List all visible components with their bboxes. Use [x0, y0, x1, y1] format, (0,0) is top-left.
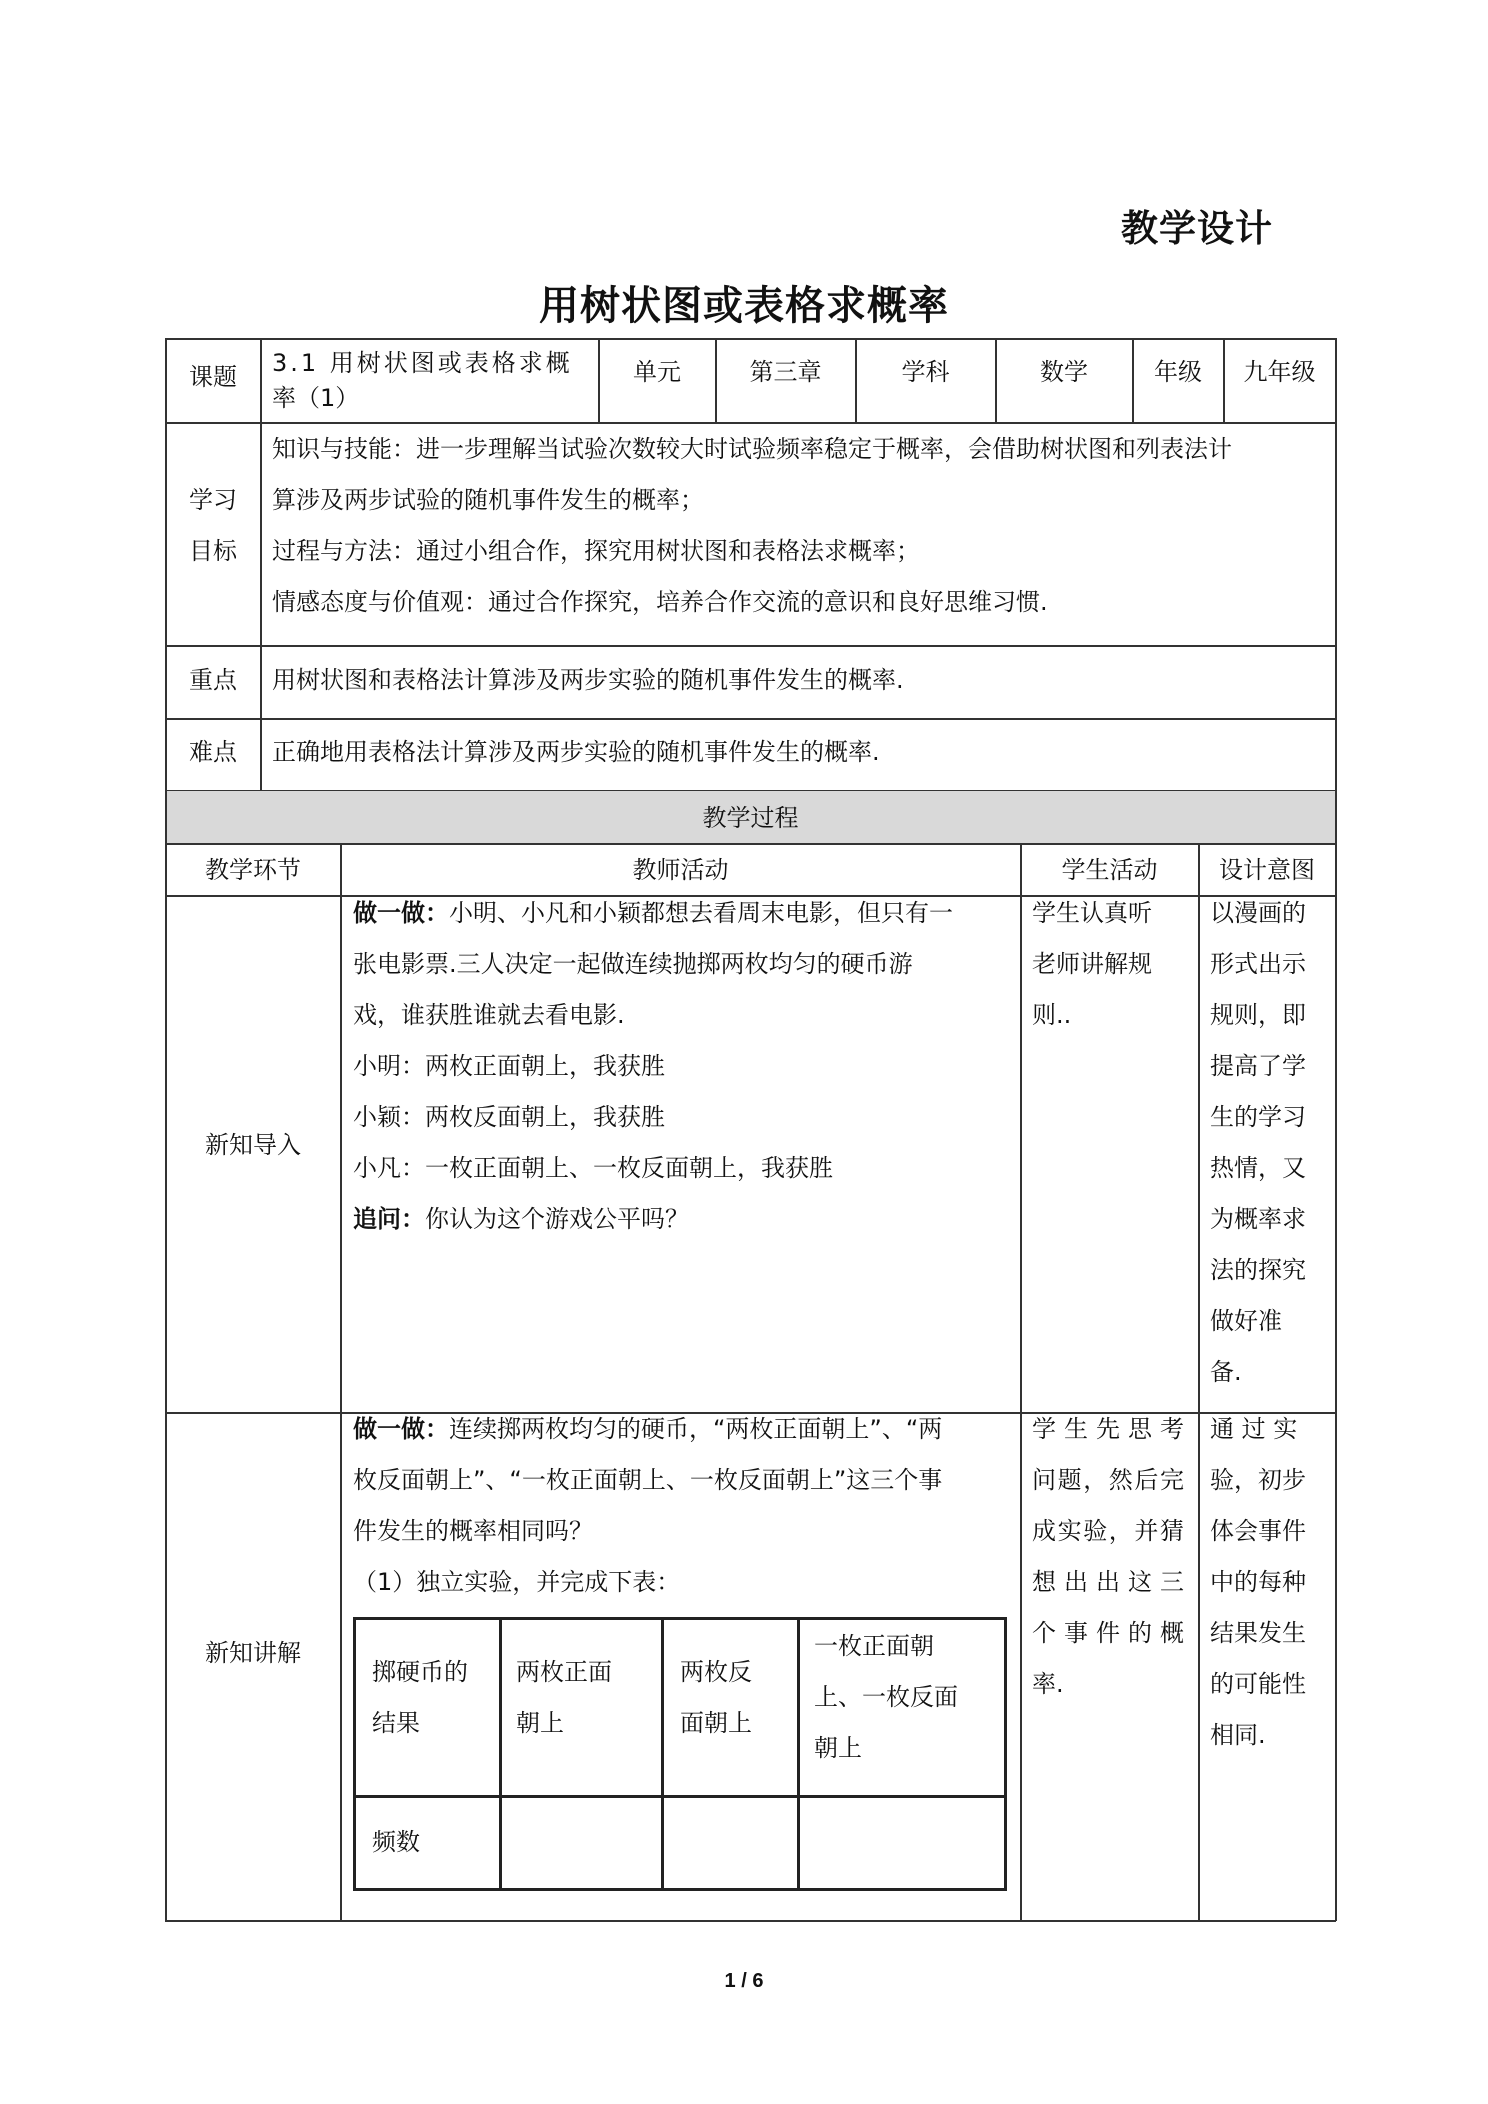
intent-line: 热情，又: [1210, 1154, 1306, 1182]
page-number: 1 / 6: [724, 1970, 764, 1992]
teacher-line: [353, 1194, 1013, 1245]
header-stage: 教学环节: [205, 856, 301, 884]
intent-line: 结果发生: [1210, 1619, 1306, 1647]
teacher-line: 戏，谁获胜谁就去看电影.: [353, 1001, 625, 1029]
table-border: [1020, 843, 1022, 1921]
header-label: 教学设计: [1121, 207, 1273, 250]
grade-value: 九年级: [1243, 358, 1316, 386]
student-line: 学生先思考: [1032, 1415, 1184, 1443]
teacher-line: 小凡：一枚正面朝上、一枚反面朝上，我获胜: [353, 1154, 833, 1182]
teacher-line: （1）独立实验，并完成下表：: [353, 1568, 681, 1596]
goals-label: [166, 475, 260, 577]
grade-label: 年级: [1154, 358, 1202, 386]
exp-header-line: 一枚正面朝: [814, 1632, 934, 1660]
student-line: 想出出这三: [1032, 1568, 1184, 1596]
topic-value: [272, 346, 592, 416]
process-title: 教学过程: [702, 804, 799, 832]
subject-value: 数学: [1040, 358, 1088, 386]
exp-header-two-heads: [516, 1647, 612, 1749]
inner-table-border: [1004, 1617, 1007, 1891]
section2-student: [1032, 1404, 1184, 1710]
topic-line: 3.1 用树状图或表格求概: [272, 349, 573, 377]
section1-stage: 新知导入: [205, 1131, 301, 1159]
teacher-line: [353, 888, 1013, 939]
section1-intent: [1210, 888, 1330, 1398]
table-border: [340, 843, 342, 1921]
student-line: 问题，然后完: [1032, 1466, 1184, 1494]
teacher-line-rest: 小明、小凡和小颖都想去看周末电影，但只有一: [449, 899, 953, 927]
inner-table-border: [353, 1617, 1007, 1620]
teacher-line: 枚反面朝上”、“一枚正面朝上、一枚反面朝上”这三个事: [353, 1466, 943, 1494]
topic-label: 课题: [189, 363, 237, 391]
section1-student: [1032, 888, 1192, 1041]
inner-table-border: [353, 1795, 1007, 1798]
teacher-line-rest: 连续掷两枚均匀的硬币，“两枚正面朝上”、“两: [449, 1415, 943, 1443]
exp-header-line: 两枚反: [680, 1658, 752, 1686]
intent-line: 的可能性: [1210, 1670, 1306, 1698]
exp-header-line: 上、一枚反面: [814, 1683, 958, 1711]
difficulty-label: 难点: [189, 738, 237, 766]
inner-table-border: [353, 1617, 356, 1891]
table-border: [260, 422, 262, 790]
exp-header-two-tails: [680, 1647, 752, 1749]
table-border: [260, 338, 262, 422]
intent-line: 提高了学: [1210, 1052, 1306, 1080]
section2-stage: 新知讲解: [205, 1639, 301, 1667]
student-line: 学生认真听: [1032, 899, 1152, 927]
intent-line: 中的每种: [1210, 1568, 1306, 1596]
student-line: 老师讲解规: [1032, 950, 1152, 978]
exp-row-frequency: 频数: [372, 1828, 420, 1856]
inner-table-border: [353, 1888, 1007, 1891]
header-teacher: 教师活动: [632, 856, 729, 884]
teacher-line: 小颖：两枚反面朝上，我获胜: [353, 1103, 665, 1131]
intent-line: 备.: [1210, 1358, 1242, 1386]
table-border: [165, 338, 1336, 340]
intent-line: 以漫画的: [1210, 899, 1306, 927]
table-border: [165, 645, 1336, 647]
table-border: [165, 718, 1336, 720]
intent-line: 相同.: [1210, 1721, 1266, 1749]
subject-label: 学科: [901, 358, 950, 386]
section2-teacher: [353, 1404, 1013, 1608]
student-line: 则..: [1032, 1001, 1072, 1029]
teacher-line: 件发生的概率相同吗？: [353, 1517, 593, 1545]
header-student: 学生活动: [1061, 856, 1158, 884]
exp-header-line: 朝上: [814, 1734, 862, 1762]
key-point-label: 重点: [189, 666, 237, 694]
goals-line: 过程与方法：通过小组合作，探究用树状图和表格法求概率；: [272, 537, 920, 565]
exp-header-line: 两枚正面: [516, 1658, 612, 1686]
unit-label: 单元: [633, 358, 681, 386]
key-point-text: 用树状图和表格法计算涉及两步实验的随机事件发生的概率.: [272, 666, 904, 694]
student-line: 成实验，并猜: [1032, 1517, 1184, 1545]
intent-line: 规则，即: [1210, 1001, 1306, 1029]
goals-label-line: 学习: [189, 486, 237, 514]
intent-line: 体会事件: [1210, 1517, 1306, 1545]
inner-table-border: [661, 1617, 664, 1891]
intent-line: 法的探究: [1210, 1256, 1306, 1284]
intent-line: 生的学习: [1210, 1103, 1306, 1131]
teacher-line: 小明：两枚正面朝上，我获胜: [353, 1052, 665, 1080]
unit-value: 第三章: [749, 358, 822, 386]
difficulty-text: 正确地用表格法计算涉及两步实验的随机事件发生的概率.: [272, 738, 880, 766]
exp-header-line: 面朝上: [680, 1709, 752, 1737]
intent-line: 为概率求: [1210, 1205, 1306, 1233]
intent-line: 做好准: [1210, 1307, 1282, 1335]
exp-header-line: 掷硬币的: [372, 1658, 468, 1686]
section2-intent: [1210, 1404, 1330, 1761]
student-line: 率.: [1032, 1670, 1064, 1698]
intent-line: 验，初步: [1210, 1466, 1306, 1494]
table-border: [1198, 843, 1200, 1921]
teacher-line: 张电影票.三人决定一起做连续抛掷两枚均匀的硬币游: [353, 950, 913, 978]
bold-lead: 做一做：: [353, 899, 449, 927]
teacher-line-rest: 你认为这个游戏公平吗？: [425, 1205, 689, 1233]
goals-line: 算涉及两步试验的随机事件发生的概率；: [272, 486, 704, 514]
exp-header-one-each: [814, 1621, 958, 1774]
goals-text: [272, 424, 1330, 628]
student-line: 个事件的概: [1032, 1619, 1184, 1647]
inner-table-border: [499, 1617, 502, 1891]
exp-header-line: 朝上: [516, 1709, 564, 1737]
bold-lead: 做一做：: [353, 1415, 449, 1443]
inner-table-border: [797, 1617, 800, 1891]
page-title: 用树状图或表格求概率: [539, 283, 949, 329]
exp-header-line: 结果: [372, 1709, 420, 1737]
exp-header-result: [372, 1647, 468, 1749]
header-intent: 设计意图: [1219, 856, 1315, 884]
bold-lead: 追问：: [353, 1205, 425, 1233]
goals-line: 知识与技能：进一步理解当试验次数较大时试验频率稳定于概率，会借助树状图和列表法计: [272, 435, 1232, 463]
goals-label-line: 目标: [189, 537, 237, 565]
intent-line: 形式出示: [1210, 950, 1306, 978]
goals-line: 情感态度与价值观：通过合作探究，培养合作交流的意识和良好思维习惯.: [272, 588, 1048, 616]
topic-line: 率（1）: [272, 384, 360, 412]
section1-teacher: [353, 888, 1013, 1245]
intent-line: 通 过 实: [1210, 1415, 1298, 1443]
table-border: [1335, 338, 1337, 1921]
teacher-line: [353, 1404, 1013, 1455]
